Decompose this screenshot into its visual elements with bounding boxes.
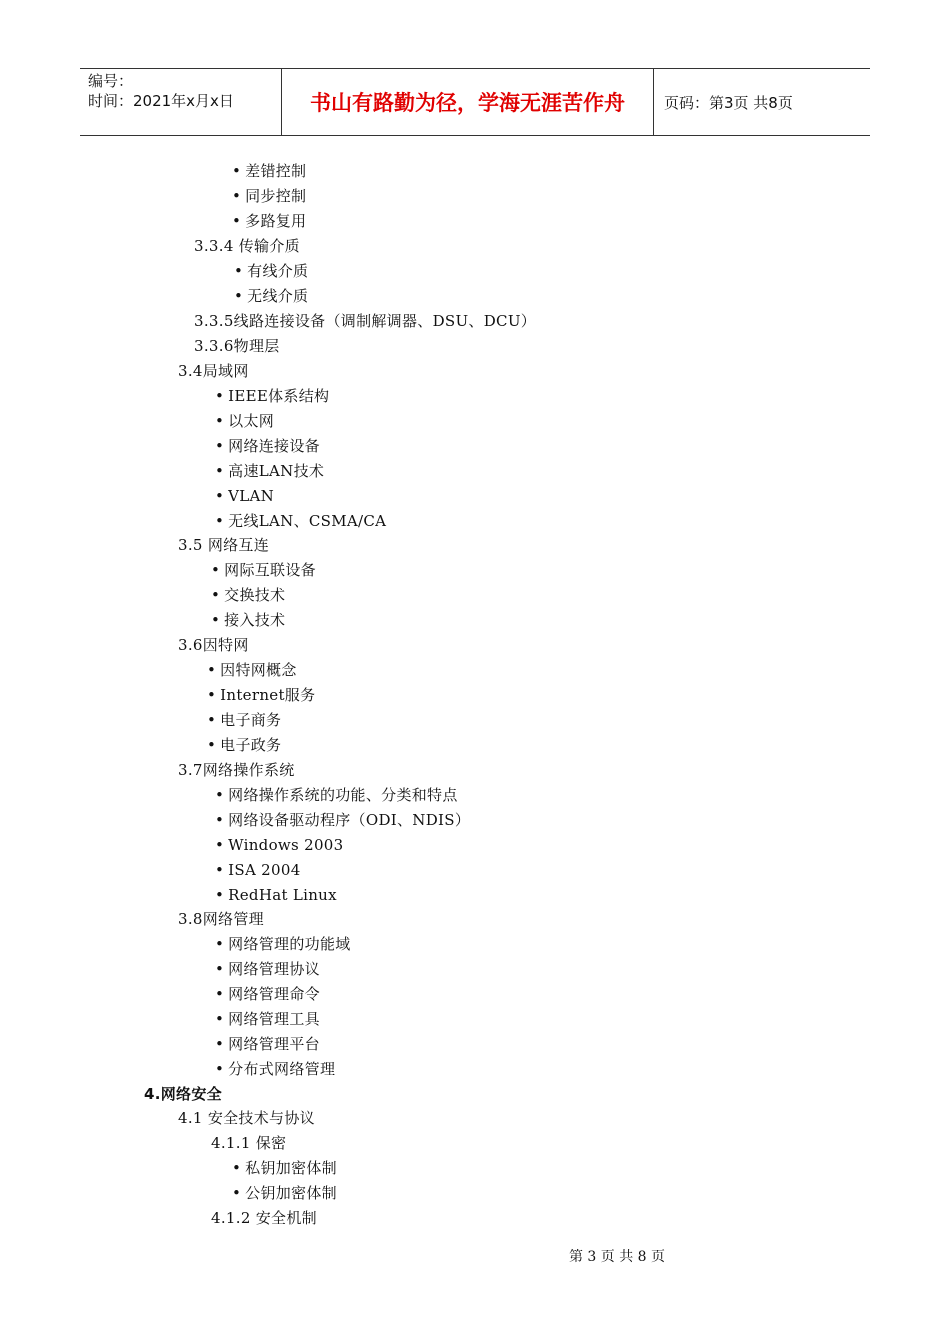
outline-item: • 接入技术 (211, 610, 285, 630)
outline-item: • 公钥加密体制 (232, 1183, 337, 1203)
outline-heading: 3.6因特网 (178, 636, 249, 654)
outline-item: • 无线LAN、CSMA/CA (215, 511, 386, 531)
outline-heading: 3.4局域网 (178, 362, 249, 380)
outline-item: • 多路复用 (232, 211, 306, 231)
section-heading: 4.网络安全 (144, 1085, 222, 1103)
outline-heading: 4.1 安全技术与协议 (178, 1109, 315, 1127)
outline-item: • Windows 2003 (215, 835, 343, 855)
outline-item: • 网络管理的功能域 (215, 934, 351, 954)
outline-item: • 分布式网络管理 (215, 1059, 335, 1079)
outline-heading: 4.1.1 保密 (211, 1134, 287, 1152)
outline-item: • 电子商务 (207, 710, 281, 730)
outline-item: • VLAN (215, 486, 274, 506)
outline-item: • IEEE体系结构 (215, 386, 329, 406)
outline-heading: 4.1.2 安全机制 (211, 1209, 317, 1227)
outline-item: • 无线介质 (234, 286, 308, 306)
outline-item: • 交换技术 (211, 585, 285, 605)
outline-heading: 3.8网络管理 (178, 910, 264, 928)
outline-item: • Internet服务 (207, 685, 315, 705)
outline-item: • 以太网 (215, 411, 274, 431)
header-meta (80, 69, 282, 135)
outline-item: • 网络管理平台 (215, 1034, 320, 1054)
outline-heading: 3.3.5线路连接设备（调制解调器、DSU、DCU） (194, 312, 537, 330)
document-time-label: 时间：2021年x月x日 (88, 92, 234, 110)
outline-item: • 差错控制 (232, 161, 306, 181)
outline-heading: 3.3.4 传输介质 (194, 237, 300, 255)
outline-item: • 网络管理协议 (215, 959, 320, 979)
outline-item: • 网络管理工具 (215, 1009, 320, 1029)
outline-item: • 同步控制 (232, 186, 306, 206)
outline-item: • RedHat Linux (215, 885, 337, 905)
outline-item: • 因特网概念 (207, 660, 297, 680)
outline-item: • 网络连接设备 (215, 436, 320, 456)
outline-item: • ISA 2004 (215, 860, 301, 880)
outline-item: • 网络设备驱动程序（ODI、NDIS） (215, 810, 470, 830)
outline-item: • 电子政务 (207, 735, 281, 755)
page-footer: 第 3 页 共 8 页 (568, 1249, 666, 1265)
outline-heading: 3.5 网络互连 (178, 536, 270, 554)
outline-item: • 网际互联设备 (211, 560, 316, 580)
outline-item: • 网络管理命令 (215, 984, 320, 1004)
page-header (80, 68, 870, 136)
outline-item: • 网络操作系统的功能、分类和特点 (215, 785, 458, 805)
outline-item: • 私钥加密体制 (232, 1158, 337, 1178)
outline-item: • 有线介质 (234, 261, 308, 281)
header-page-info: 页码：第3页 共8页 (664, 93, 793, 112)
outline-heading: 3.3.6物理层 (194, 337, 280, 355)
header-motto: 书山有路勤为径，学海无涯苦作舟 (282, 69, 654, 135)
outline-item: • 高速LAN技术 (215, 461, 324, 481)
document-number-label: 编号： (88, 72, 134, 90)
outline-heading: 3.7网络操作系统 (178, 761, 295, 779)
